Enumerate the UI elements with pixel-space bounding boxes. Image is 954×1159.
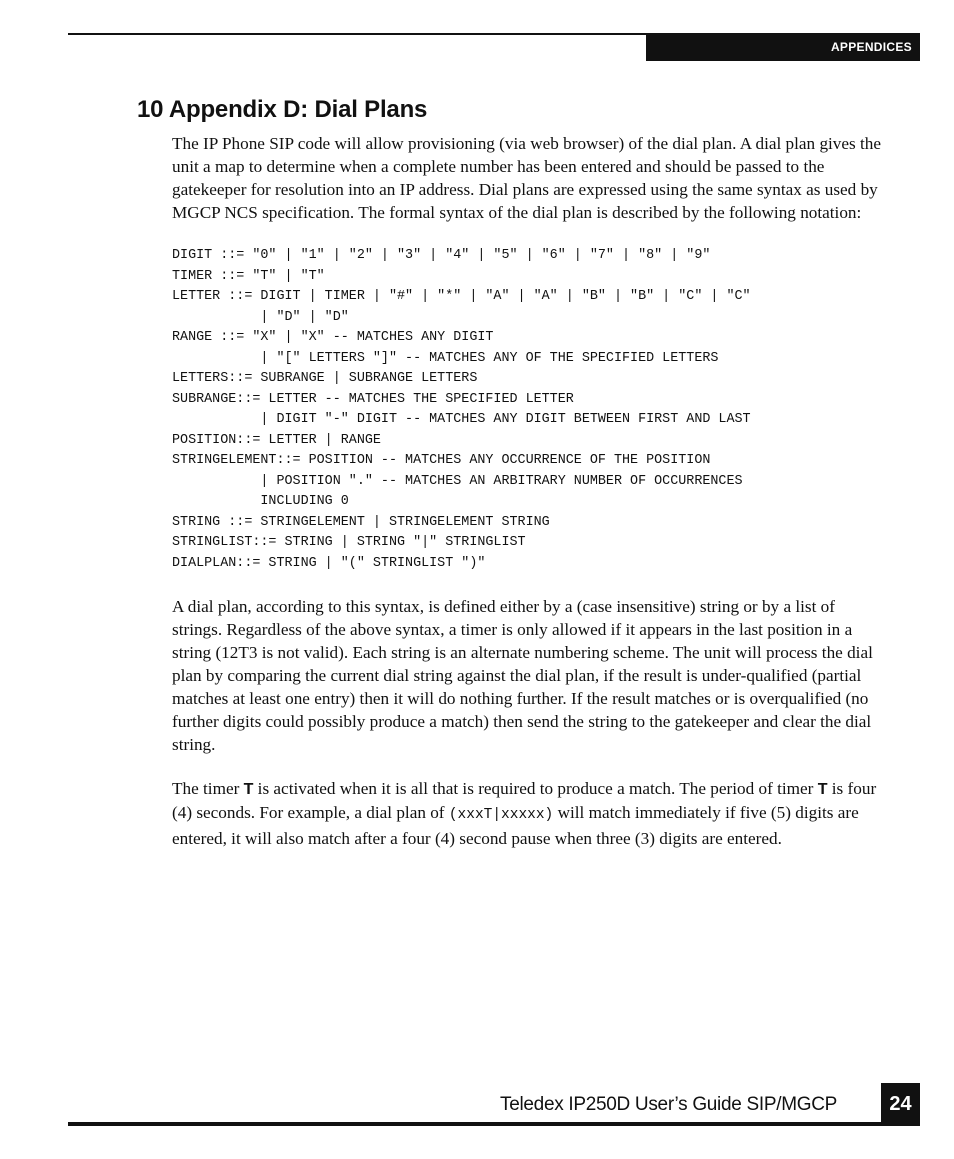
grammar-line: STRINGELEMENT::= POSITION -- MATCHES ANY OCCURRENCE OF THE POSITION bbox=[172, 453, 711, 468]
timer-symbol: T bbox=[817, 781, 828, 798]
grammar-block bbox=[172, 246, 888, 574]
grammar-line: STRING ::= STRINGELEMENT | STRINGELEMENT STRING bbox=[172, 514, 550, 530]
timer-paragraph bbox=[172, 777, 888, 850]
footer-guide-title: Teledex IP250D User’s Guide SIP/MGCP bbox=[500, 1094, 837, 1115]
section-label: APPENDICES bbox=[646, 33, 920, 61]
timer-symbol: T bbox=[243, 781, 254, 798]
page-number: 24 bbox=[881, 1083, 920, 1125]
grammar-line: INCLUDING 0 bbox=[172, 494, 349, 509]
grammar-line: TIMER ::= "T" | "T" bbox=[172, 268, 325, 284]
main-content bbox=[172, 132, 888, 850]
grammar-line: RANGE ::= "X" | "X" -- MATCHES ANY DIGIT bbox=[172, 330, 494, 345]
grammar-line: | "D" | "D" bbox=[172, 309, 349, 325]
header-rule bbox=[68, 33, 648, 35]
dial-plan-example: (xxxT|xxxxx) bbox=[448, 807, 554, 823]
grammar-line: DIGIT ::= "0" | "1" | "2" | "3" | "4" | "5" | "6" | "7" | "8" | "9" bbox=[172, 248, 711, 263]
footer-rule bbox=[68, 1122, 920, 1126]
grammar-line: | "[" LETTERS "]" -- MATCHES ANY OF THE SPECIFIED LETTERS bbox=[172, 350, 719, 366]
grammar-line: SUBRANGE::= LETTER -- MATCHES THE SPECIFIED LETTER bbox=[172, 391, 574, 407]
timer-text-1: The timer bbox=[172, 779, 244, 798]
grammar-line: LETTERS::= SUBRANGE | SUBRANGE LETTERS bbox=[172, 371, 478, 386]
timer-text-3: is four (4) seconds. For example, a dial plan of bbox=[172, 779, 877, 822]
timer-text-4: will match immediately if five (5) digits are entered, it will also match after a four (4) second pause when three (3) digits are entered. bbox=[172, 803, 859, 848]
grammar-line: | POSITION "." -- MATCHES AN ARBITRARY NUMBER OF OCCURRENCES bbox=[172, 473, 743, 489]
grammar-line: STRINGLIST::= STRING | STRING "|" STRINGLIST bbox=[172, 535, 526, 550]
grammar-line: POSITION::= LETTER | RANGE bbox=[172, 432, 381, 448]
page-title: 10 Appendix D: Dial Plans bbox=[137, 96, 428, 123]
grammar-line: LETTER ::= DIGIT | TIMER | "#" | "*" | "A" | "A" | "B" | "B" | "C" | "C" bbox=[172, 289, 751, 304]
grammar-line: DIALPLAN::= STRING | "(" STRINGLIST ")" bbox=[172, 555, 486, 571]
intro-paragraph: The IP Phone SIP code will allow provisioning (via web browser) of the dial plan. A dial plan gives the unit a map to determine when a complete number has been entered and should be passed to the gatekeeper for resolution into an IP address. Dial plans are expressed using the same syntax as used by MGCP NCS specification. The formal syntax of the dial plan is described by the following notation: bbox=[172, 134, 882, 222]
grammar-line: | DIGIT "-" DIGIT -- MATCHES ANY DIGIT BETWEEN FIRST AND LAST bbox=[172, 412, 751, 427]
timer-text-2: is activated when it is all that is required to produce a match. The period of timer bbox=[253, 779, 818, 798]
syntax-paragraph: A dial plan, according to this syntax, is defined either by a (case insensitive) string or by a list of strings. Regardless of the above syntax, a timer is only allowed if it appears in the last position in a string (12T3 is not valid). Each string is an alternate numbering scheme. The unit will process the dial plan by comparing the current dial string against the dial plan, if the result is under-qualified (partial matches at least one entry) then it will do nothing further. If the result matches or is overqualified (no further digits could possibly produce a match) then send the string to the gatekeeper and clear the dial string. bbox=[172, 597, 873, 754]
